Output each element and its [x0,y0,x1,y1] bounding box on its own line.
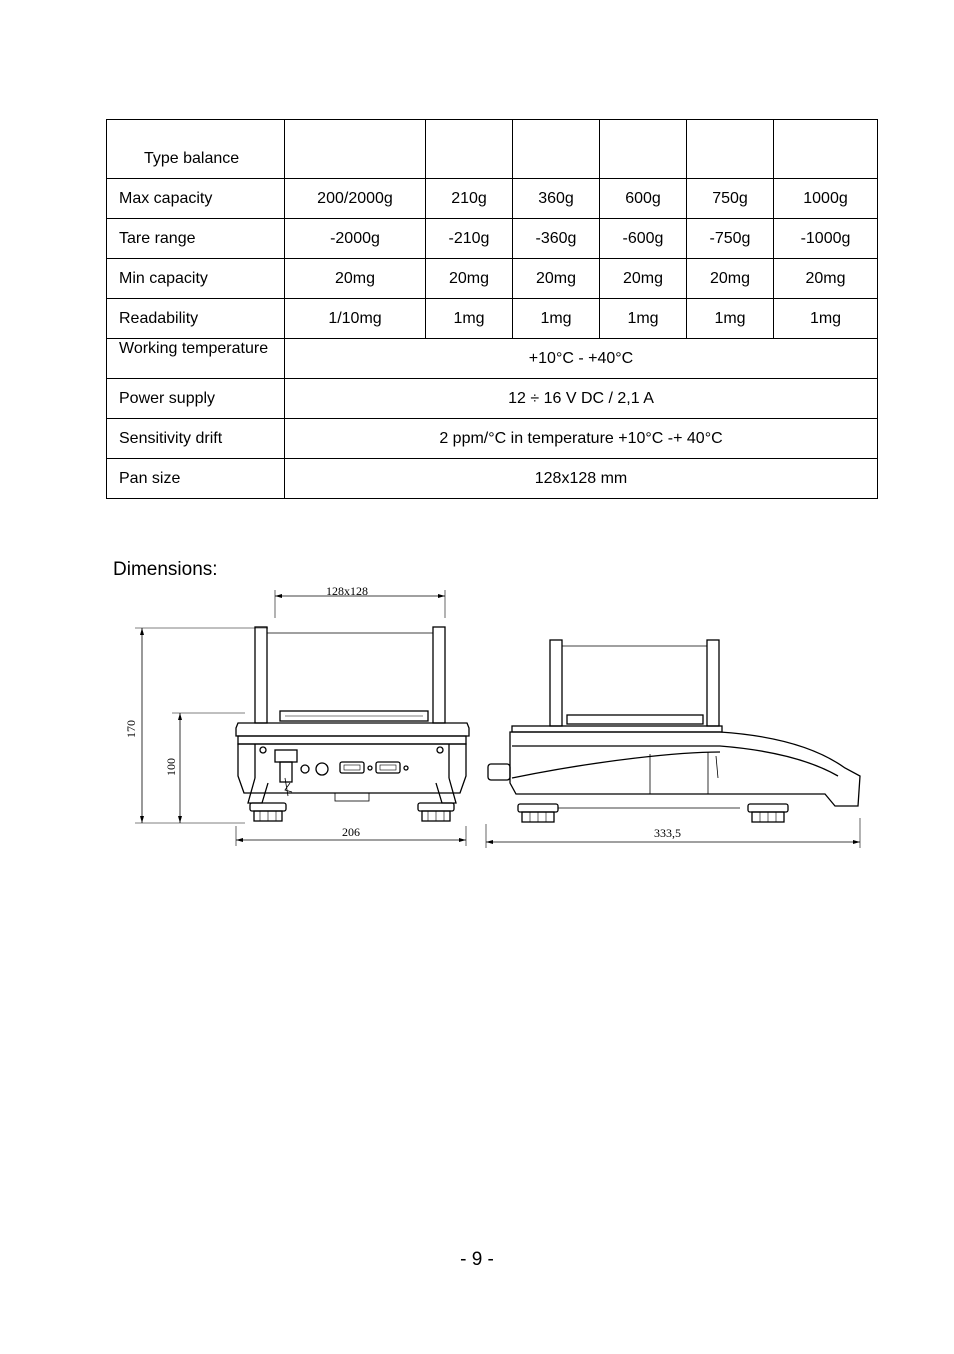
value-cell: -360g [513,219,600,259]
model-cell [285,120,426,179]
model-cell [774,120,878,179]
model-cell [426,120,513,179]
value-cell: -600g [600,219,687,259]
value-cell: 20mg [285,259,426,299]
row-label: Power supply [107,379,285,419]
dimensions-title: Dimensions: [113,559,218,580]
value-cell: 1mg [513,299,600,339]
header-label: Type balance [107,120,285,179]
value-cell: 20mg [426,259,513,299]
table-row [107,419,878,459]
height-body-label: 100 [164,758,178,776]
side-view [486,640,860,848]
merged-value-cell: 128x128 mm [285,459,878,499]
specification-table [106,119,878,499]
merged-value-cell: 2 ppm/°C in temperature +10°C -+ 40°C [285,419,878,459]
value-cell: 20mg [774,259,878,299]
front-view [124,584,469,846]
row-label: Working temperature [107,339,285,379]
model-cell [513,120,600,179]
merged-value-cell: +10°C - +40°C [285,339,878,379]
row-label: Pan size [107,459,285,499]
row-label: Sensitivity drift [107,419,285,459]
value-cell: 1mg [687,299,774,339]
value-cell: 20mg [600,259,687,299]
table-row [107,459,878,499]
value-cell: 750g [687,179,774,219]
table-row [107,179,878,219]
pan-dimension-label: 128x128 [326,584,368,598]
row-label: Max capacity [107,179,285,219]
table-row [107,299,878,339]
value-cell: 600g [600,179,687,219]
row-label: Tare range [107,219,285,259]
value-cell: 360g [513,179,600,219]
table-row [107,379,878,419]
width-label: 206 [342,825,360,839]
table-header-row [107,120,878,179]
table-row [107,219,878,259]
row-label: Min capacity [107,259,285,299]
value-cell: -750g [687,219,774,259]
model-cell [600,120,687,179]
value-cell: 1mg [600,299,687,339]
value-cell: 1/10mg [285,299,426,339]
table-row [107,259,878,299]
value-cell: 1mg [774,299,878,339]
row-label: Readability [107,299,285,339]
table-row [107,339,878,379]
value-cell: -2000g [285,219,426,259]
value-cell: 20mg [513,259,600,299]
value-cell: 210g [426,179,513,219]
value-cell: 1000g [774,179,878,219]
value-cell: -1000g [774,219,878,259]
value-cell: 1mg [426,299,513,339]
model-cell [687,120,774,179]
value-cell: 200/2000g [285,179,426,219]
page-number: - 9 - [460,1249,494,1270]
value-cell: -210g [426,219,513,259]
depth-label: 333,5 [654,826,681,840]
dimension-drawing [120,578,865,850]
height-total-label: 170 [124,720,138,738]
merged-value-cell: 12 ÷ 16 V DC / 2,1 A [285,379,878,419]
value-cell: 20mg [687,259,774,299]
